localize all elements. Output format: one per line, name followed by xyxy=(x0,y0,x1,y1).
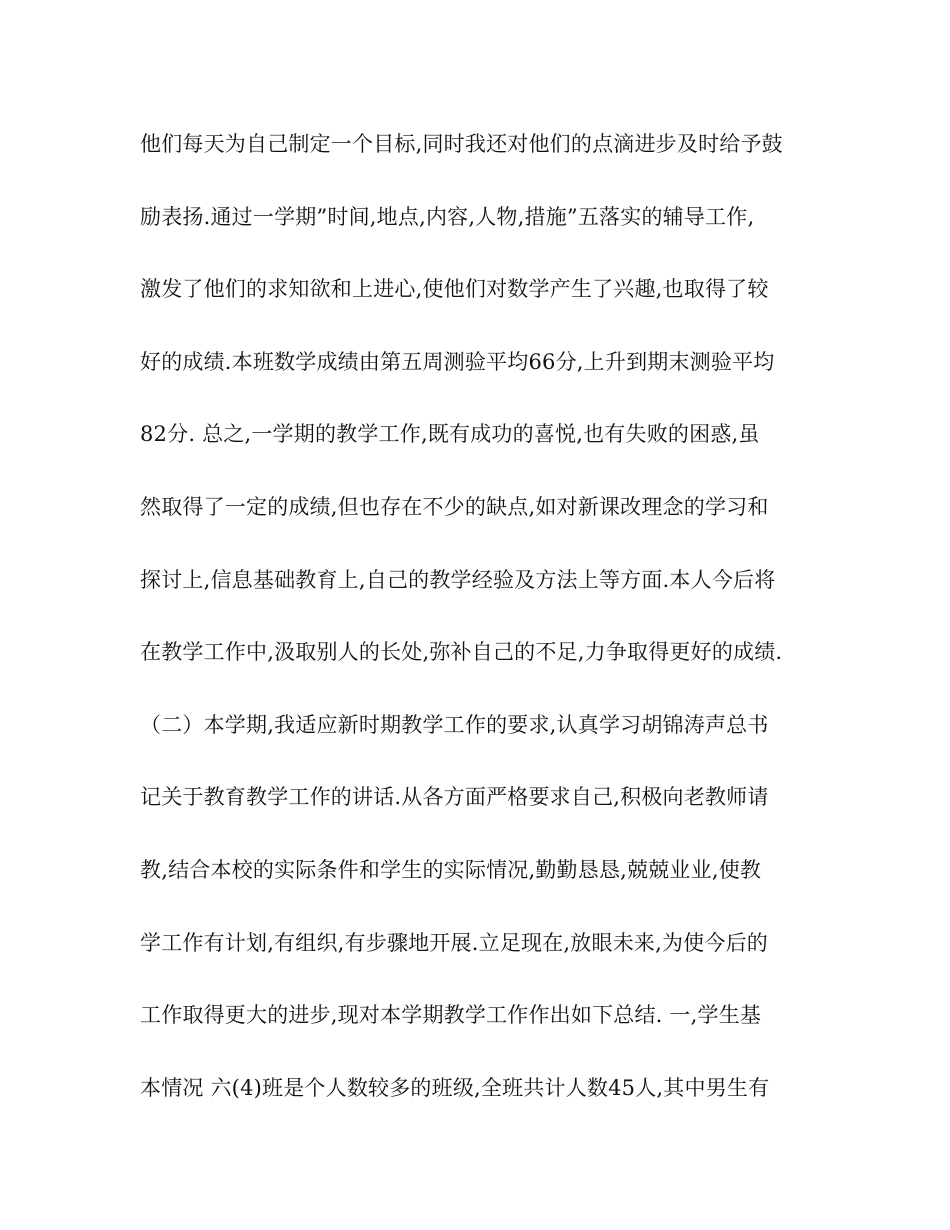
text-line: 他们每天为自己制定一个目标,同时我还对他们的点滴进步及时给予鼓 xyxy=(140,132,783,156)
body-text xyxy=(140,122,820,1138)
text-line: 探讨上,信息基础教育上,自己的教学经验及方法上等方面.本人今后将 xyxy=(140,567,776,592)
text-line: 记关于教育教学工作的讲话.从各方面严格要求自己,积极向老教师请 xyxy=(140,785,769,810)
text-line: 82分. 总之,一学期的教学工作,既有成功的喜悦,也有失败的困惑,虽 xyxy=(140,422,760,447)
text-line: 在教学工作中,汲取别人的长处,弥补自己的不足,力争取得更好的成绩. xyxy=(140,640,783,665)
text-line: 励表扬.通过一学期”时间,地点,内容,人物,措施”五落实的辅导工作, xyxy=(140,204,755,229)
text-line: 本情况 六(4)班是个人数较多的班级,全班共计人数45人,其中男生有 xyxy=(140,1075,770,1100)
text-line: 工作取得更大的进步,现对本学期教学工作作出如下总结. 一,学生基 xyxy=(140,1003,762,1028)
text-line: 学工作有计划,有组织,有步骤地开展.立足现在,放眼未来,为使今后的 xyxy=(140,930,768,955)
text-line: （二）本学期,我适应新时期教学工作的要求,认真学习胡锦涛声总书 xyxy=(140,712,769,737)
text-line: 激发了他们的求知欲和上进心,使他们对数学产生了兴趣,也取得了较 xyxy=(140,277,769,302)
text-line: 教,结合本校的实际条件和学生的实际情况,勤勤恳恳,兢兢业业,使教 xyxy=(140,857,762,882)
text-line: 好的成绩.本班数学成绩由第五周测验平均66分,上升到期末测验平均 xyxy=(140,349,775,374)
text-line: 然取得了一定的成绩,但也存在不少的缺点,如对新课改理念的学习和 xyxy=(140,494,769,519)
